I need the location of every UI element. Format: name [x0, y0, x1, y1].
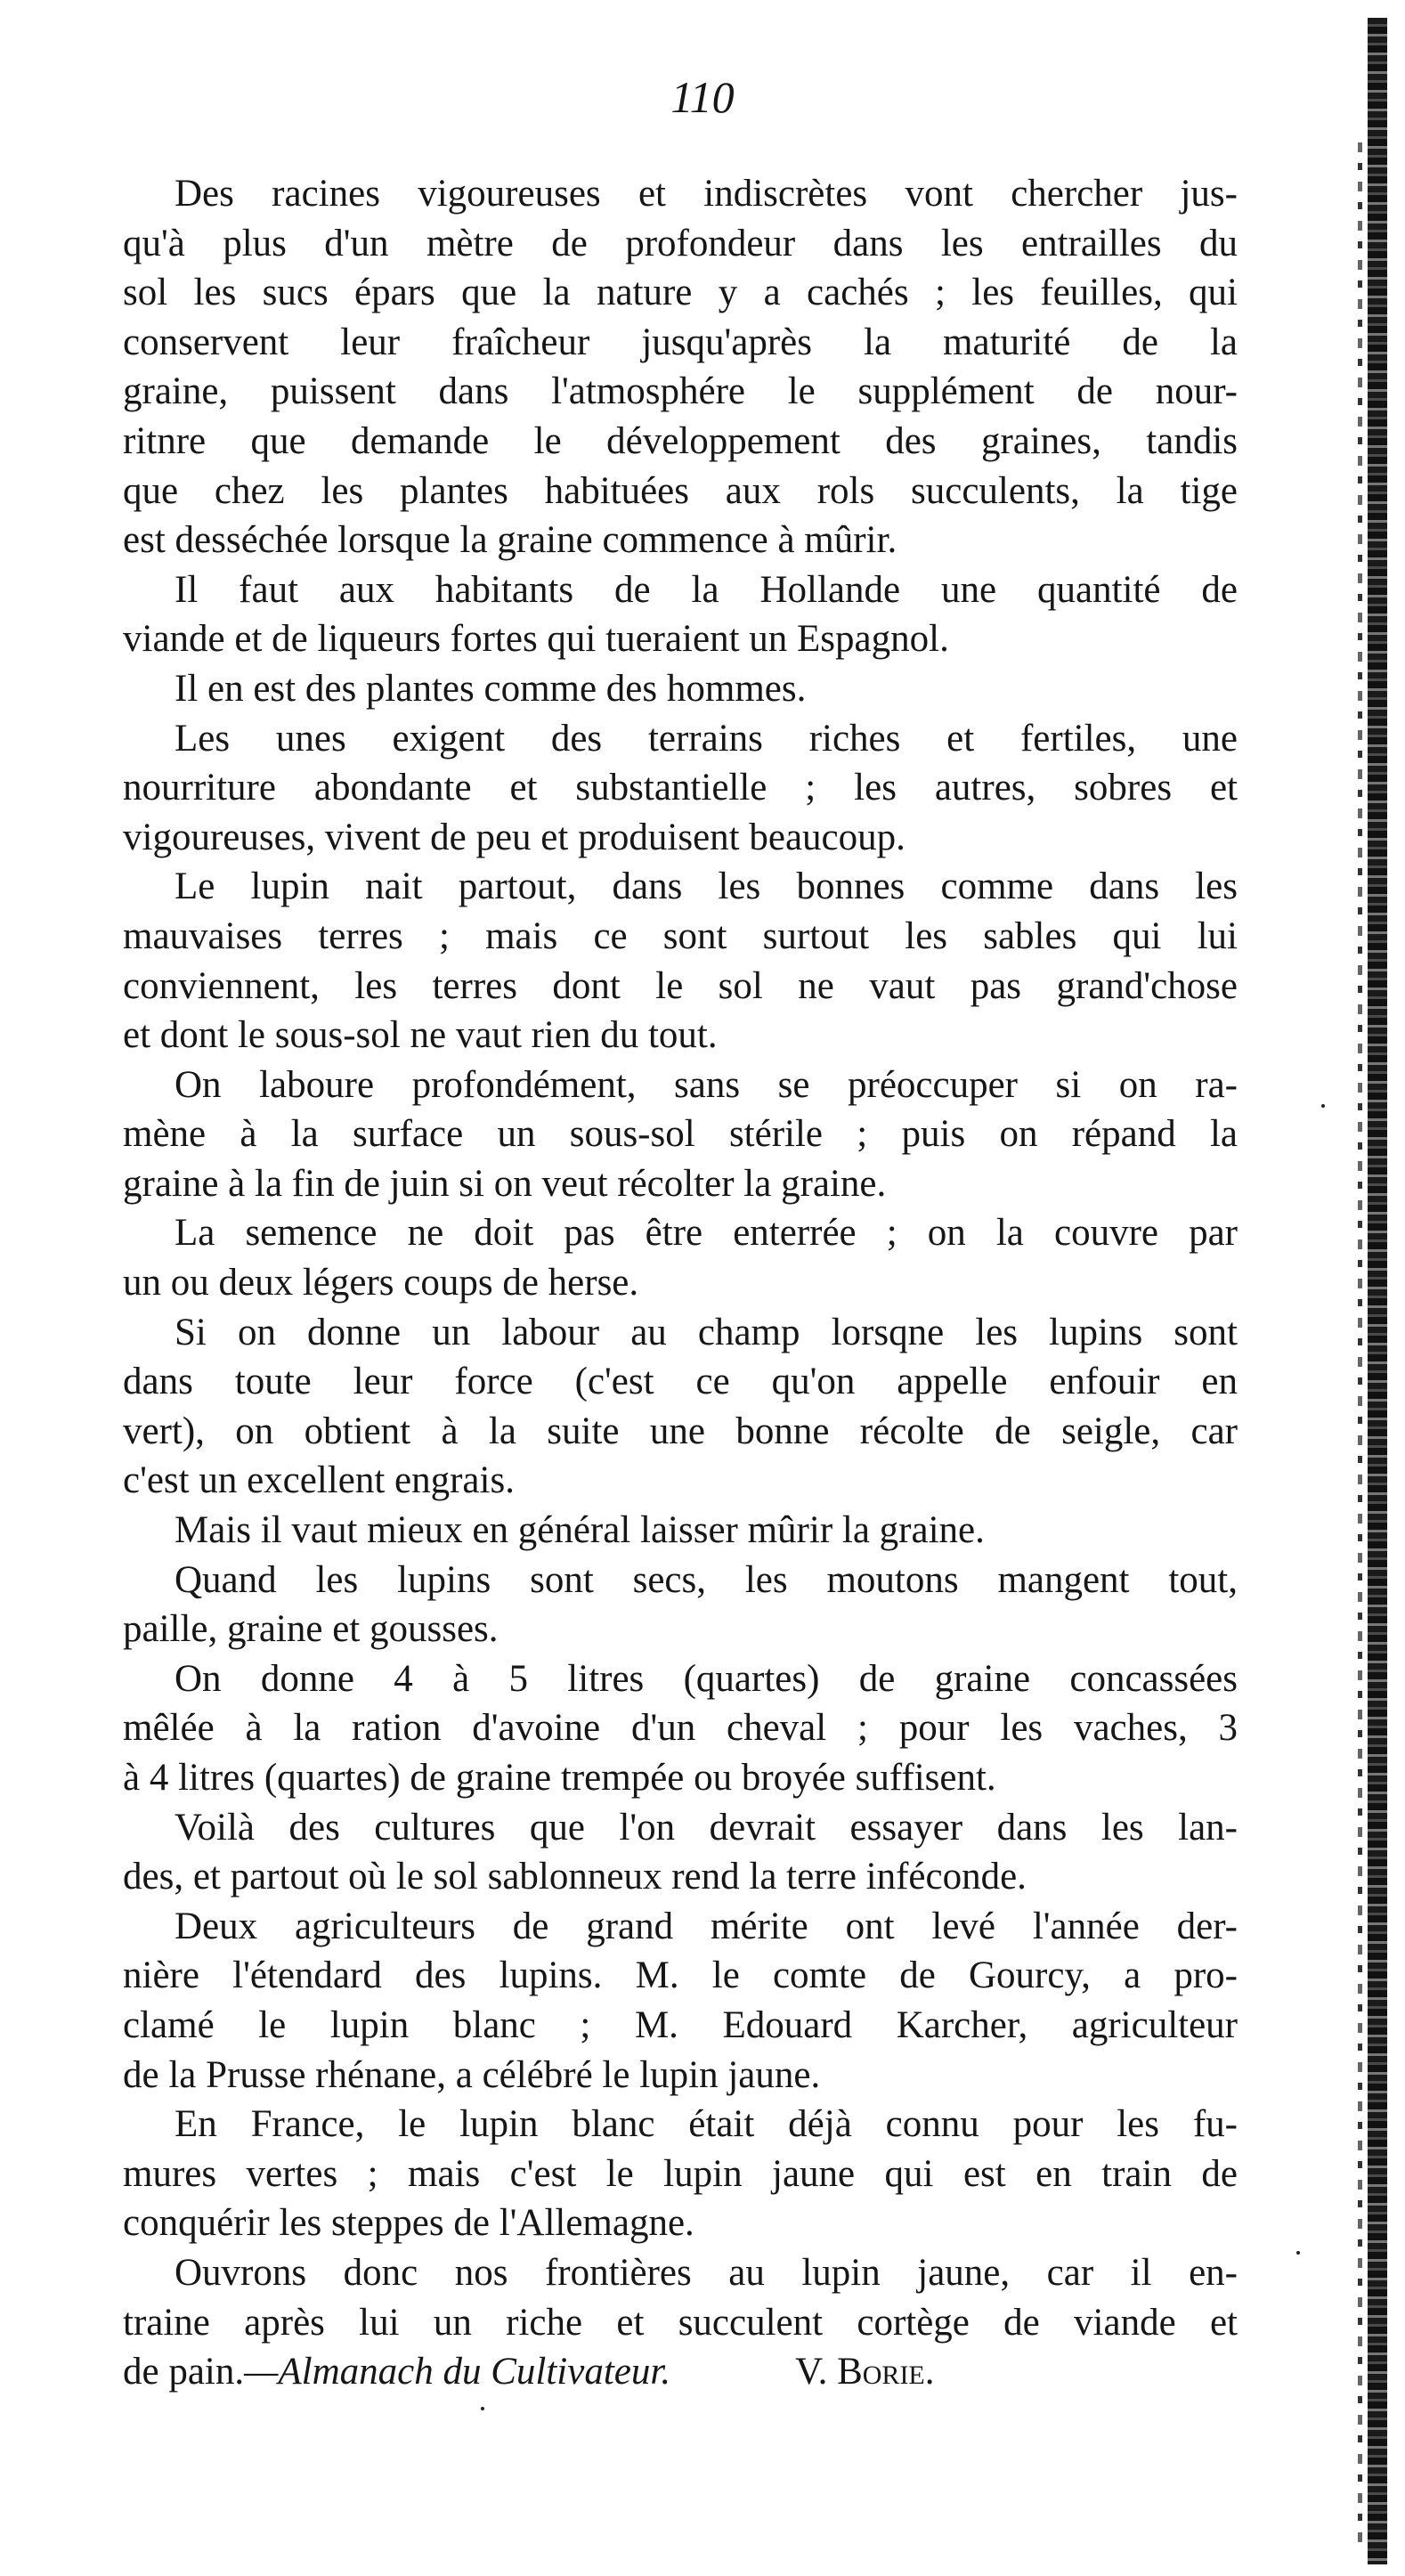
text-line: Ouvrons donc nos frontières au lupin jaune, car il en- [175, 2251, 1238, 2294]
text-line: conviennent, les terres dont le sol ne vaut pas grand'chose [123, 964, 1238, 1007]
text-line: En France, le lupin blanc était déjà connu pour les fu- [175, 2103, 1238, 2146]
text-line: conquérir les steppes de l'Allemagne. [123, 2202, 694, 2245]
signature-line [123, 2347, 1238, 2397]
paragraph [123, 1556, 1238, 1654]
text-line: Le lupin nait partout, dans les bonnes comme dans les [175, 865, 1238, 908]
text-line: Mais il vaut mieux en général laisser mûrir la graine. [175, 1509, 985, 1552]
text-line: ritnre que demande le développement des graines, tandis [123, 419, 1238, 462]
paragraph [123, 1208, 1238, 1307]
text-line: vert), on obtient à la suite une bonne récolte de seigle, car [123, 1410, 1238, 1452]
text-line: Voilà des cultures que l'on devrait essayer dans les lan- [175, 1806, 1238, 1849]
text-line: nière l'étendard des lupins. M. le comte de Gourcy, a pro- [123, 1954, 1238, 1997]
text-line: Si on donne un labour au champ lorsqne les lupins sont [175, 1311, 1238, 1353]
text-line: La semence ne doit pas être enterrée ; on la couvre par [175, 1212, 1238, 1255]
paragraph [123, 169, 1238, 565]
text-line: clamé le lupin blanc ; M. Edouard Karcher, agriculteur [123, 2003, 1238, 2046]
ink-speck [1321, 1104, 1325, 1108]
text-line: graine, puissent dans l'atmosphére le supplément de nour- [123, 370, 1238, 413]
body-text [123, 169, 1238, 2397]
binding-edge-shadow [1358, 142, 1362, 2547]
closing-text: de pain. [123, 2351, 245, 2393]
text-line: paille, graine et gousses. [123, 1608, 499, 1651]
text-line: traine après lui un riche et succulent cortège de viande et [123, 2301, 1238, 2344]
text-line: mêlée à la ration d'avoine d'un cheval ; pour les vaches, 3 [123, 1707, 1238, 1750]
text-line: c'est un excellent engrais. [123, 1459, 515, 1502]
paragraph [123, 1654, 1238, 1803]
paragraph [123, 664, 1238, 714]
ink-speck [1296, 2251, 1300, 2255]
paragraph [123, 1308, 1238, 1506]
paragraph [123, 1902, 1238, 2100]
text-line: viande et de liqueurs fortes qui tueraient un Espagnol. [123, 618, 949, 661]
text-line: mures vertes ; mais c'est le lupin jaune qui est en train de [123, 2152, 1238, 2195]
text-line: de la Prusse rhénane, a célébré le lupin jaune. [123, 2053, 821, 2096]
text-line: Quand les lupins sont secs, les moutons mangent tout, [175, 1558, 1238, 1601]
text-line: Les unes exigent des terrains riches et fertiles, une [175, 717, 1238, 760]
text-line: On donne 4 à 5 litres (quartes) de graine concassées [175, 1657, 1238, 1700]
text-line: mène à la surface un sous-sol stérile ; puis on répand la [123, 1113, 1238, 1156]
text-line: qu'à plus d'un mètre de profondeur dans les entrailles du [123, 222, 1238, 264]
binding-edge [1368, 18, 1387, 2564]
text-line: que chez les plantes habituées aux rols succulents, la tige [123, 469, 1238, 512]
text-line: dans toute leur force (c'est ce qu'on appelle enfouir en [123, 1361, 1238, 1403]
text-line: Des racines vigoureuses et indiscrètes vont chercher jus- [175, 173, 1238, 215]
text-line: On laboure profondément, sans se préoccuper si on ra- [175, 1063, 1238, 1106]
text-line: un ou deux légers coups de herse. [123, 1262, 639, 1304]
text-line: graine à la fin de juin si on veut récolter la graine. [123, 1162, 887, 1205]
source-citation: —Almanach du Cultivateur. [244, 2351, 671, 2393]
text-line: vigoureuses, vivent de peu et produisent beaucoup. [123, 816, 906, 858]
paragraph [123, 862, 1238, 1060]
paragraph [123, 1060, 1238, 1209]
page-number: 110 [670, 72, 735, 122]
text-line: Il faut aux habitants de la Hollande une quantité de [175, 568, 1238, 611]
paragraph [123, 565, 1238, 664]
paragraph [123, 1506, 1238, 1556]
text-line: Deux agriculteurs de grand mérite ont levé l'année der- [175, 1905, 1238, 1947]
text-line: des, et partout où le sol sablonneux rend la terre inféconde. [123, 1856, 1027, 1898]
paragraph [123, 2248, 1238, 2347]
paragraph [123, 714, 1238, 863]
text-line: et dont le sous-sol ne vaut rien du tout. [123, 1014, 718, 1057]
text-line: est desséchée lorsque la graine commence à mûrir. [123, 519, 897, 562]
author-name: V. Borie. [795, 2351, 935, 2393]
paragraph [123, 1803, 1238, 1902]
text-line: nourriture abondante et substantielle ; les autres, sobres et [123, 767, 1238, 809]
paragraph [123, 2100, 1238, 2248]
ink-speck [481, 2407, 484, 2410]
text-line: conservent leur fraîcheur jusqu'après la maturité de la [123, 321, 1238, 363]
text-line: sol les sucs épars que la nature y a cachés ; les feuilles, qui [123, 272, 1238, 314]
text-line: mauvaises terres ; mais ce sont surtout les sables qui lui [123, 914, 1238, 957]
text-line: à 4 litres (quartes) de graine trempée ou broyée suffisent. [123, 1757, 996, 1799]
text-line: Il en est des plantes comme des hommes. [175, 667, 807, 710]
